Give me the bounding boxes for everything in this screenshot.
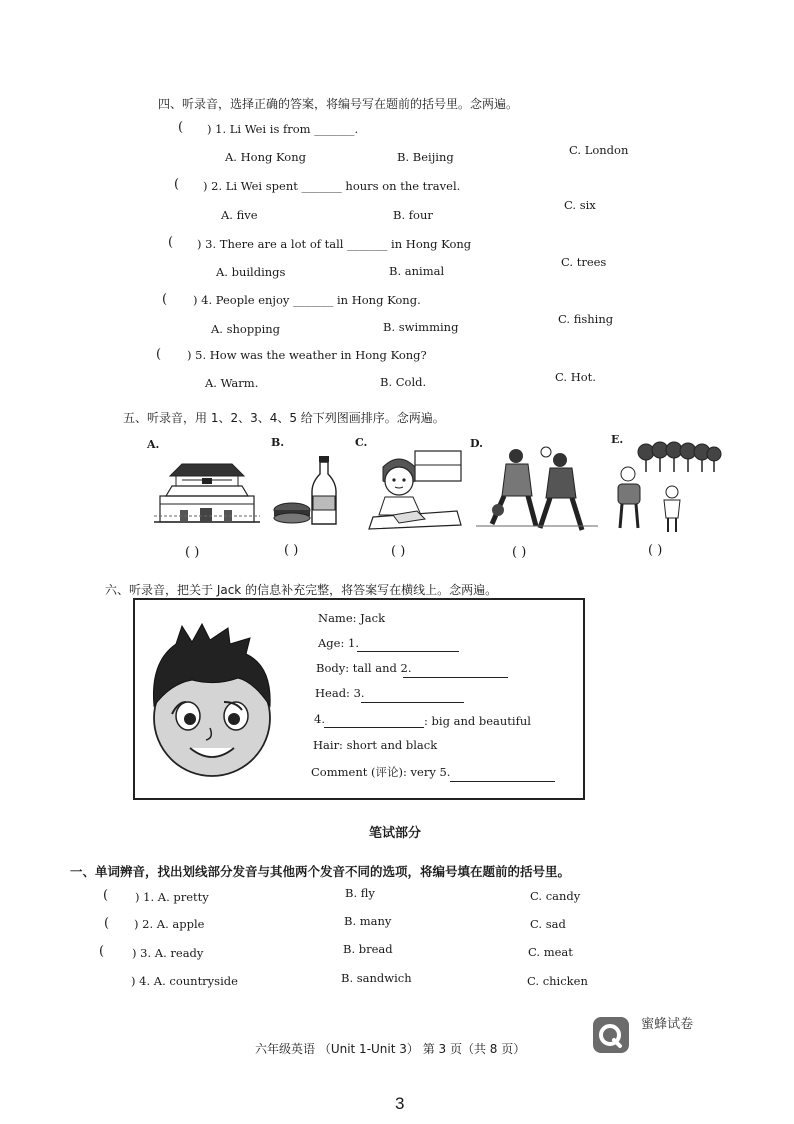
option-3c: C. trees	[561, 255, 607, 269]
field-four-number: 4.	[314, 712, 325, 726]
section-6-instruction: 六、听录音，把关于 Jack 的信息补充完整，将答案写在横线上。念两遍。	[105, 583, 498, 597]
bee-logo-icon	[592, 1016, 630, 1054]
option-2a: A. five	[221, 208, 258, 222]
written-1-instruction: 一、单词辨音，找出划线部分发音与其他两个发音不同的选项，将编号填在题前的括号里。	[70, 864, 571, 879]
field-hair: Hair: short and black	[313, 738, 438, 752]
phonics-4c: C. chicken	[527, 974, 588, 988]
answer-bracket[interactable]: (	[162, 292, 168, 307]
section-5-instruction: 五、听录音，用 1、2、3、4、5 给下列图画排序。念两遍。	[123, 411, 445, 425]
blank-5[interactable]	[450, 781, 555, 782]
picture-label-c: C.	[355, 436, 368, 449]
watermark-text: 蜜蜂试卷	[641, 1016, 694, 1032]
answer-bracket[interactable]: (	[103, 888, 109, 903]
phonics-2c: C. sad	[530, 917, 566, 931]
answer-bracket[interactable]: (	[104, 916, 110, 931]
question-3: ) 3. There are a lot of tall _______ in Hong Kong	[197, 237, 472, 251]
option-3a: A. buildings	[216, 265, 286, 279]
answer-bracket[interactable]: (	[174, 177, 180, 192]
basketball-players-picture	[470, 446, 602, 534]
field-body: Body: tall and 2.	[316, 661, 412, 675]
answer-bracket[interactable]: (	[99, 944, 105, 959]
boy-reading-picture	[365, 445, 465, 531]
answer-bracket[interactable]: (	[156, 347, 162, 362]
phonics-3: ) 3. A. ready	[132, 946, 204, 960]
phonics-4b: B. sandwich	[341, 971, 412, 985]
phonics-1b: B. fly	[345, 886, 375, 900]
question-5: ) 5. How was the weather in Hong Kong?	[187, 348, 427, 362]
blank-4[interactable]	[324, 727, 424, 728]
blank-2[interactable]	[403, 677, 508, 678]
option-4b: B. swimming	[383, 320, 459, 334]
order-bracket-c[interactable]: ( )	[391, 544, 406, 559]
jack-face-picture	[146, 622, 282, 782]
order-bracket-e[interactable]: ( )	[648, 543, 663, 558]
picture-label-b: B.	[271, 436, 285, 449]
phonics-1: ) 1. A. pretty	[135, 890, 209, 904]
watermark	[592, 1016, 694, 1054]
phonics-1c: C. candy	[530, 889, 581, 903]
option-2c: C. six	[564, 198, 596, 212]
option-4a: A. shopping	[211, 322, 281, 336]
option-1a: A. Hong Kong	[225, 150, 306, 164]
question-2: ) 2. Li Wei spent _______ hours on the travel.	[203, 179, 461, 193]
question-1: ) 1. Li Wei is from _______.	[207, 122, 359, 136]
option-2b: B. four	[393, 208, 433, 222]
phonics-3c: C. meat	[528, 945, 573, 959]
option-4c: C. fishing	[558, 312, 614, 326]
option-3b: B. animal	[389, 264, 445, 278]
tiananmen-gate-picture	[152, 448, 262, 528]
blank-3[interactable]	[361, 702, 464, 703]
option-1c: C. London	[569, 143, 629, 157]
answer-bracket[interactable]: (	[178, 120, 184, 135]
page-number: 3	[395, 1094, 405, 1113]
phonics-2: ) 2. A. apple	[134, 917, 205, 931]
order-bracket-a[interactable]: ( )	[185, 545, 200, 560]
phonics-2b: B. many	[344, 914, 392, 928]
phonics-4: ) 4. A. countryside	[131, 974, 238, 988]
option-1b: B. Beijing	[397, 150, 454, 164]
option-5b: B. Cold.	[380, 375, 427, 389]
written-section-title: 笔试部分	[369, 826, 422, 841]
field-name: Name: Jack	[318, 611, 386, 625]
picture-label-a: A.	[147, 438, 160, 451]
field-age: Age: 1.	[318, 636, 359, 650]
question-4: ) 4. People enjoy _______ in Hong Kong.	[193, 293, 421, 307]
answer-bracket[interactable]: (	[168, 235, 174, 250]
field-four-tail: : big and beautiful	[424, 714, 531, 728]
field-comment: Comment (评论): very 5.	[311, 765, 451, 779]
picture-label-d: D.	[470, 437, 483, 450]
phonics-3b: B. bread	[343, 942, 393, 956]
section-4-instruction: 四、听录音，选择正确的答案，将编号写在题前的括号里。念两遍。	[158, 97, 519, 111]
burger-and-drink-picture	[270, 448, 350, 530]
option-5a: A. Warm.	[205, 376, 259, 390]
field-head: Head: 3.	[315, 686, 365, 700]
order-bracket-d[interactable]: ( )	[512, 545, 527, 560]
option-5c: C. Hot.	[555, 370, 596, 384]
blank-1[interactable]	[357, 651, 459, 652]
trees-and-people-picture	[612, 438, 724, 534]
page-footer: 六年级英语 （Unit 1-Unit 3） 第 3 页（共 8 页）	[255, 1042, 526, 1056]
order-bracket-b[interactable]: ( )	[284, 543, 299, 558]
picture-label-e: E.	[611, 433, 624, 446]
